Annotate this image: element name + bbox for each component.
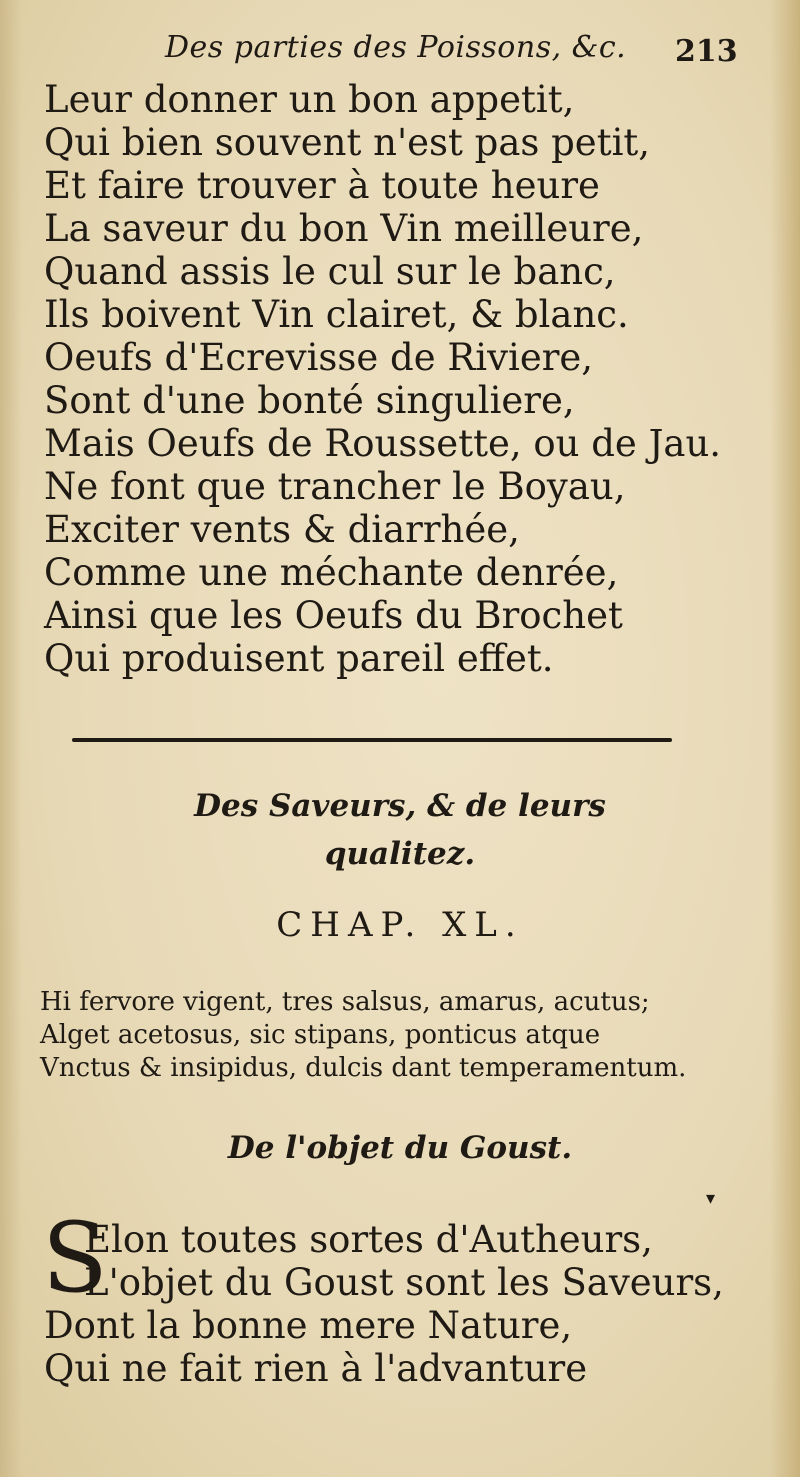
latin-verse — [40, 986, 686, 1085]
page-gutter-shadow — [0, 0, 22, 1477]
verse-line: Qui ne fait rien à l'advanture — [44, 1347, 588, 1390]
verse-line: Ainsi que les Oeufs du Brochet — [44, 594, 623, 637]
section-title-line: Des Saveurs, & de leurs — [194, 788, 606, 824]
verse-line: La saveur du bon Vin meilleure, — [44, 207, 644, 250]
verse-line: Exciter vents & diarrhée, — [44, 508, 520, 551]
section-title-line: qualitez. — [324, 836, 476, 872]
section-title — [0, 782, 800, 878]
verse-block-bottom — [44, 1218, 724, 1390]
section-divider-rule — [72, 738, 672, 742]
verse-line: Quand assis le cul sur le banc, — [44, 250, 616, 293]
running-head: Des parties des Poissons, &c. — [165, 30, 627, 65]
verse-block-top — [44, 78, 721, 680]
chapter-heading: CHAP. XL. — [276, 905, 524, 945]
verse-line: Mais Oeufs de Roussette, ou de Jau. — [44, 422, 722, 465]
latin-line: Alget acetosus, sic stipans, ponticus atque — [40, 1020, 601, 1050]
verse-line: Sont d'une bonté singuliere, — [44, 379, 575, 422]
latin-line: Hi fervore vigent, tres salsus, amarus, acutus; — [40, 987, 650, 1017]
subheading: De l'objet du Goust. — [227, 1130, 573, 1166]
verse-line: Qui bien souvent n'est pas petit, — [44, 121, 651, 164]
verse-line: Leur donner un bon appetit, — [44, 78, 575, 121]
verse-line: Qui produisent pareil effet. — [44, 637, 554, 680]
verse-line: Ne font que trancher le Boyau, — [44, 465, 626, 508]
verse-line: Dont la bonne mere Nature, — [44, 1304, 573, 1347]
verse-line: L'objet du Goust sont les Saveurs, — [84, 1261, 724, 1304]
verse-line: Elon toutes sortes d'Autheurs, — [84, 1218, 653, 1261]
verse-line: Comme une méchante denrée, — [44, 551, 619, 594]
drop-cap: S — [42, 1202, 108, 1314]
page-number: 213 — [675, 34, 738, 69]
verse-line: Oeufs d'Ecrevisse de Riviere, — [44, 336, 594, 379]
page-edge-shadow — [770, 0, 800, 1477]
ornament-mark: ▾ — [706, 1188, 716, 1209]
latin-line: Vnctus & insipidus, dulcis dant temperamentum. — [40, 1053, 687, 1083]
verse-line: Ils boivent Vin clairet, & blanc. — [44, 293, 629, 336]
verse-line: Et faire trouver à toute heure — [44, 164, 600, 207]
